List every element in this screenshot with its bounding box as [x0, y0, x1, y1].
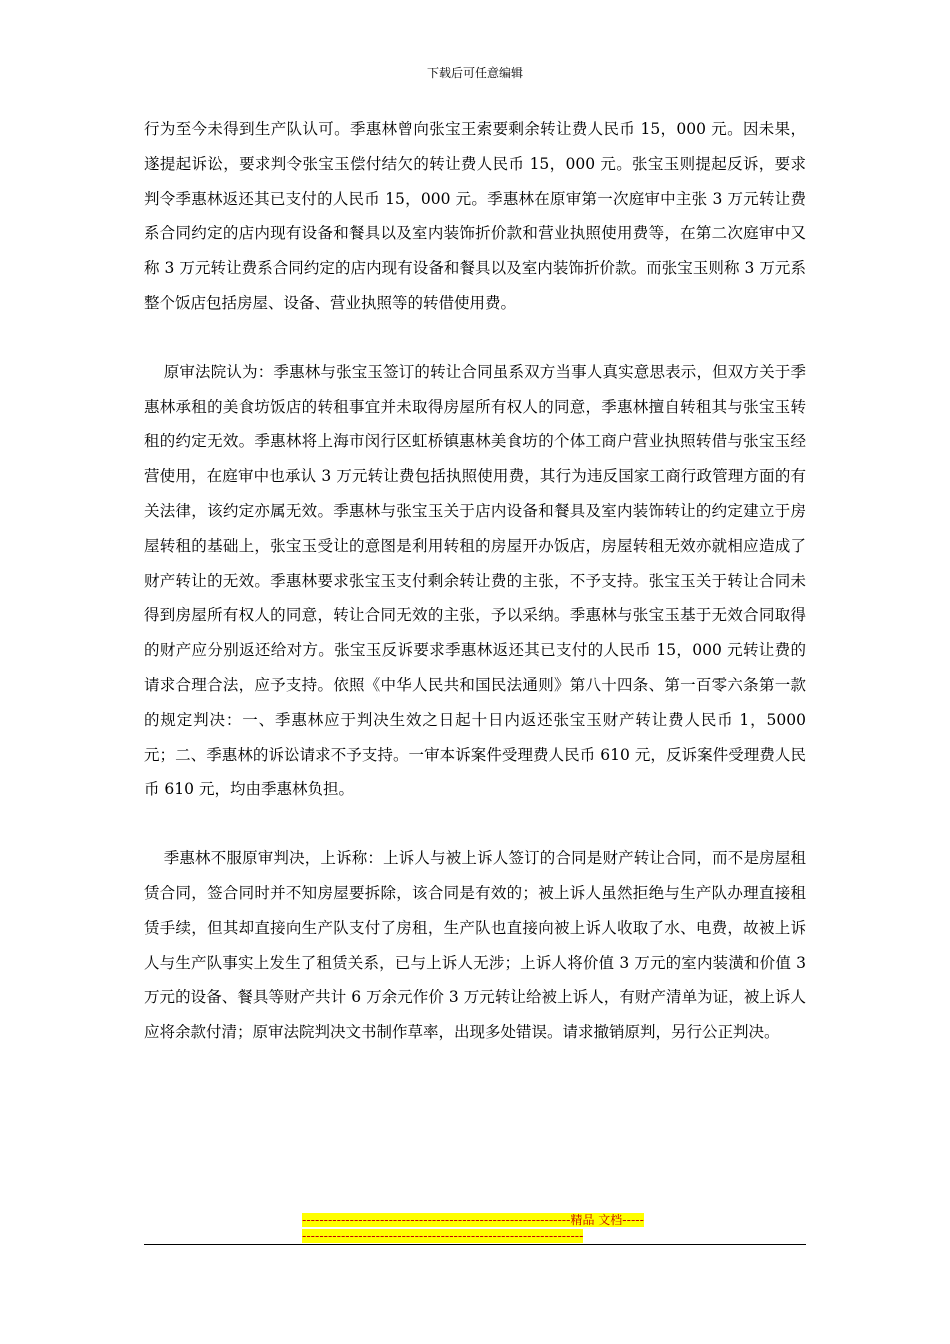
footer-watermark — [302, 1212, 648, 1244]
page-header — [0, 64, 950, 82]
paragraph-case-facts: 行为至今未得到生产队认可。季惠林曾向张宝王索要剩余转让费人民币 15，000 元。因未果，遂提起诉讼，要求判令张宝玉偿付结欠的转让费人民币 15，000 元。张宝玉则提起反诉，要求判令季惠林返还其已支付的人民币 15，000 元。季惠林在原审第一次庭审中主张 3 万元转让费系合同约定的店内现有设备和餐具以及室内装饰折价款和营业执照使用费等，在第二次庭审中又称 3 万元转让费系合同约定的店内现有设备和餐具以及室内装饰折价款。而张宝玉则称 3 万元系整个饭店包括房屋、设备、营业执照等的转借使用费。 — [144, 120, 806, 312]
document-body — [144, 112, 806, 1084]
paragraph-appeal: 季惠林不服原审判决，上诉称：上诉人与被上诉人签订的合同是财产转让合同，而不是房屋租赁合同，签合同时并不知房屋要拆除，该合同是有效的；被上诉人虽然拒绝与生产队办理直接租赁手续，但其却直接向生产队支付了房租，生产队也直接向被上诉人收取了水、电费，故被上诉人与生产队事实上发生了租赁关系，已与上诉人无涉；上诉人将价值 3 万元的室内装潢和价值 3 万元的设备、餐具等财产共计 6 万余元作价 3 万元转让给被上诉人，有财产清单为证，被上诉人应将余款付清；原审法院判决文书制作草率，出现多处错误。请求撤销原判，另行公正判决。 — [144, 849, 806, 1042]
footer-divider — [144, 1244, 806, 1245]
header-note: 下载后可任意编辑 — [426, 66, 523, 80]
footer-watermark-text: --------------------------------------------------------------精品 文档---------------------------------------------------------------------- — [302, 1213, 644, 1243]
paragraph-original-judgment: 原审法院认为：季惠林与张宝玉签订的转让合同虽系双方当事人真实意思表示，但双方关于季惠林承租的美食坊饭店的转租事宜并未取得房屋所有权人的同意，季惠林擅自转租其与张宝玉转租的约定无效。季惠林将上海市闵行区虹桥镇惠林美食坊的个体工商户营业执照转借与张宝玉经营使用，在庭审中也承认 3 万元转让费包括执照使用费，其行为违反国家工商行政管理方面的有关法律，该约定亦属无效。季惠林与张宝玉关于店内设备和餐具及室内装饰转让的约定建立于房屋转租的基础上，张宝玉受让的意图是利用转租的房屋开办饭店，房屋转租无效亦就相应造成了财产转让的无效。季惠林要求张宝玉支付剩余转让费的主张，不予支持。张宝玉关于转让合同未得到房屋所有权人的同意，转让合同无效的主张，予以采纳。季惠林与张宝玉基于无效合同取得的财产应分别返还给对方。张宝玉反诉要求季惠林返还其已支付的人民币 15，000 元转让费的请求合理合法，应予支持。依照《中华人民共和国民法通则》第八十四条、第一百零六条第一款的规定判决：一、季惠林应于判决生效之日起十日内返还张宝玉财产转让费人民币 1，5000 元；二、季惠林的诉讼请求不予支持。一审本诉案件受理费人民币 610 元，反诉案件受理费人民币 610 元，均由季惠林负担。 — [144, 362, 806, 799]
